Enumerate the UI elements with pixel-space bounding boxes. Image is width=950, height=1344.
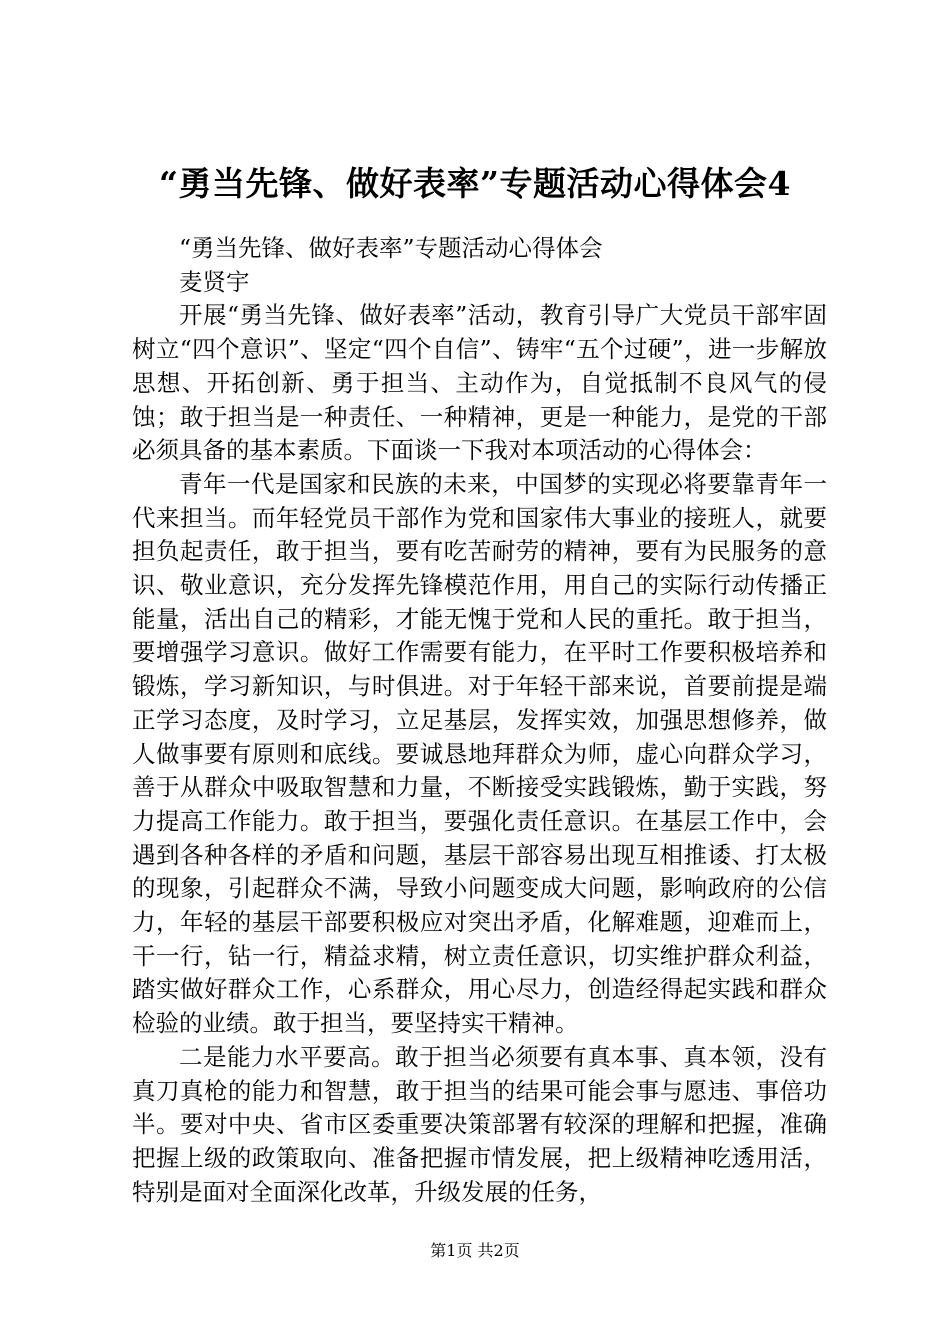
page-footer: 第1页 共2页	[430, 1241, 520, 1260]
author-line: 麦贤宇	[179, 267, 250, 296]
subtitle-line: “勇当先锋、做好表率”专题活动心得体会	[179, 234, 603, 262]
body-paragraph: 青年一代是国家和民族的未来，中国梦的实现必将要靠青年一代来担当。而年轻党员干部作为党和国家伟大事业的接班人，就要担负起责任，敢于担当，要有吃苦耐劳的精神，要有为民服务的意识、敬业意识，充分发挥先锋模范作用，用自己的实际行动传播正能量，活出自己的精彩，才能无愧于党和人民的重托。敢于担当，要增强学习意识。做好工作需要有能力，在平时工作要积极培养和锻炼，学习新知识，与时俱进。对于年轻干部来说，首要前提是端正学习态度，及时学习，立足基层，发挥实效，加强思想修养，做人做事要有原则和底线。要诚恳地拜群众为师，虚心向群众学习，善于从群众中吸取智慧和力量，不断接受实践锻炼，勤于实践，努力提高工作能力。敢于担当，要强化责任意识。在基层工作中，会遇到各种各样的矛盾和问题，基层干部容易出现互相推诿、打太极的现象，引起群众不满，导致小问题变成大问题，影响政府的公信力，年轻的基层干部要积极应对突出矛盾，化解难题，迎难而上，干一行，钻一行，精益求精，树立责任意识，切实维护群众利益，踏实做好群众工作，心系群众，用心尽力，创造经得起实践和群众检验的业绩。敢于担当，要坚持实干精神。	[132, 469, 827, 1038]
document-title: “勇当先锋、做好表率”专题活动心得体会4	[159, 164, 791, 203]
document-body	[132, 232, 827, 1209]
body-paragraph: 二是能力水平要高。敢于担当必须要有真本事、真本领，没有真刀真枪的能力和智慧，敢于担当的结果可能会事与愿违、事倍功半。要对中央、省市区委重要决策部署有较深的理解和把握，准确把握上级的政策取向、准备把握市情发展，把上级精神吃透用活，特别是面对全面深化改革，升级发展的任务，	[132, 1042, 827, 1206]
body-paragraph: 开展“勇当先锋、做好表率”活动，教育引导广大党员干部牢固树立“四个意识”、坚定“四个自信”、铸牢“五个过硬”，进一步解放思想、开拓创新、勇于担当、主动作为，自觉抵制不良风气的侵蚀；敢于担当是一种责任、一种精神，更是一种能力，是党的干部必须具备的基本素质。下面谈一下我对本项活动的心得体会：	[132, 301, 827, 465]
